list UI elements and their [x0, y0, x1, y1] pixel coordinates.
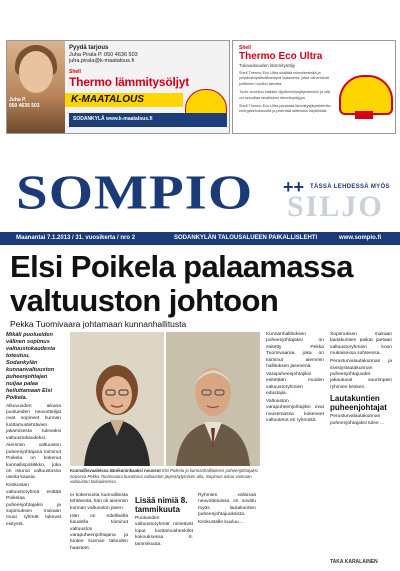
- ad-phone-note: Juha P. 050 4636 503: [9, 97, 40, 109]
- website-link[interactable]: www.sompio.fi: [339, 235, 382, 241]
- caption-text: Elsi Poikela ja kunnanhallituksen puheenjohtajaksi nouseva Pekka Tuomivaara kuvattuna valtuuston järjestäytymisen alla. Sopimus astuu voimaan valtuuston kokouksessa.: [70, 468, 258, 485]
- article-paragraph: Keskustalle kuuluu ...: [198, 520, 245, 526]
- photo-pekka-tuomivaara: [166, 332, 260, 466]
- ad-right-body: [239, 71, 335, 118]
- ad-contact-line: Juha Pirala P. 050 4636 503: [69, 51, 138, 58]
- masthead-supplement: SILJO: [287, 190, 384, 223]
- ad-right-paragraph: Tuote soveltuu kaikkiin öljylämmitysjärjestelmiin ja sitä voi sekoittaa tavalliseen lämmitysöljyyn.: [239, 90, 331, 100]
- portrait-man: [166, 332, 260, 466]
- portrait-woman: [70, 332, 164, 466]
- article-paragraph: Puolueiden valtuustoryhmät nimeävät loput luottamushenkilöt kokouksessa 8. tammikuuta.: [135, 516, 193, 547]
- ad-contact: [69, 45, 225, 65]
- ad-right-subtitle: Tulevaisuuden lämmitysöljy: [239, 63, 295, 68]
- article-column-6: [330, 332, 392, 428]
- ad-photo-face: [19, 51, 53, 93]
- section-heading: Lisää nimiä 8. tammikuuta: [135, 496, 188, 514]
- continues-label: TAKA KARALAINEN: [330, 559, 378, 565]
- article-paragraph: ei kokemusta kunnallisista tehtävistä, hän oli aiemmin kunnan valtuuston jäsen.: [70, 493, 128, 511]
- article-lead: Mikäli puolueiden välinen sopimus valtuustokaudesta toteutuu, Sodankylän kunnanvaltuuston puheenjohtajan nuijaa palaa heiluttamaan Elsi Poikela.: [6, 332, 56, 401]
- shell-pecten-stem: [355, 111, 373, 119]
- caption-bold: Kunnallisvaaleissa äänikuninkaaksi noussut: [70, 468, 161, 473]
- article-paragraph: Aiemmin valtuuston puheenjohtajana toiminut Poikela on kokenut kunnallispoliitikko, joka on istunut valtuustossa useita kausia.: [6, 443, 61, 481]
- article-paragraph: Ryhmien välisissä neuvotteluissa on sovittu myös lautakuntien puheenjohtajuuksista.: [198, 493, 256, 518]
- ad-brand: Shell: [69, 69, 81, 75]
- article-column-2: [70, 493, 128, 554]
- article-paragraph: Sopimuksen mukaan lautakuntien paikat jaetaan valtuustoryhmien koon mukaisessa suhteessa.: [330, 332, 392, 357]
- masthead-plus: ++: [283, 177, 305, 197]
- article-paragraph: Perusturvalautakunnan puheenjohtajaksi tulee ...: [330, 414, 385, 426]
- masthead-tagline: TÄSSÄ LEHDESSÄ MYÖS: [310, 184, 390, 190]
- article-paragraph: Keskustan valtuustoryhmä esittää Poikelaa puheenjohtajaksi ja sopimuksen mukaan muut ryhmät tukevat esitystä.: [6, 483, 61, 527]
- article-column-1: [6, 332, 61, 530]
- shell-pecten-icon: [339, 75, 393, 115]
- ad-contact-name: Pyydä tarjous: [69, 45, 109, 51]
- paper-region: SODANKYLÄN TALOUSALUEEN PAIKALLISLEHTI: [174, 235, 318, 241]
- article-column-4: [198, 493, 256, 528]
- ad-k-maatalous[interactable]: [6, 40, 230, 134]
- article-paragraph: Varapuheenjohtajiksi esitetään muiden valtuustoryhmien edustajia.: [266, 371, 324, 397]
- ad-footer: SODANKYLÄ www.k-maatalous.fi: [73, 116, 153, 122]
- ad-shell-thermo[interactable]: [232, 40, 396, 134]
- ad-right-title: Thermo Eco Ultra: [239, 51, 323, 62]
- article-paragraph: Perusturvalautakunnan ja sivistyslautakunnan puheenjohtajuudet jakautuvat suurimpien ryhmien kesken.: [330, 359, 392, 390]
- article-paragraph: Kunnanhallituksen puheenjohtajaksi on esitetty Pekka Tuomivaaraa, joka on toiminut aiemmin hallituksen jäsenenä.: [266, 332, 324, 370]
- photo-elsi-poikela: [70, 332, 164, 466]
- article-subhead: Pekka Tuomivaara johtamaan kunnanhallitusta: [10, 319, 187, 329]
- article-column-5: [266, 332, 324, 426]
- ad-product: Thermo lämmitysöljyt: [69, 75, 190, 89]
- ad-retailer: K-MAATALOUS: [71, 94, 144, 105]
- ad-right-brand: Shell: [239, 45, 251, 51]
- ad-right-paragraph: Shell Thermo Eco Ultra parantaa lämmitysjärjestelmän energiatehokkuutta ja pidentää laitteiston käyttöikää.: [239, 104, 331, 114]
- section-heading: Lautakuntien puheenjohtajat: [330, 394, 387, 413]
- article-paragraph: Valtuuston varapuheenjohtajiksi ovat nousemassa kokeneet valtuutetut eri ryhmistä.: [266, 399, 324, 424]
- article-headline: Elsi Poikela palaamassa valtuuston johtoon: [10, 249, 353, 318]
- article-column-3: [135, 493, 193, 550]
- ad-right-paragraph: Shell Thermo Eco Ultra sisältää mikrobiesteitä ja ympäristöystävällisempiä lisäaineita, jotka vähentävät polttimen huollon tarvetta.: [239, 71, 329, 86]
- article-paragraph: Alkuvuoden aikana puolueiden neuvottelijat ovat sopineet kunnan luottamustehtävien jakamisesta tulevaksi valtuustokaudeksi.: [6, 403, 61, 441]
- photo-caption: [70, 468, 260, 485]
- article-paragraph: Hän on edellisellä kaudella toiminut valtuuston varapuheenjohtajana ja tuntee kunnan talouden haasteet.: [70, 513, 128, 551]
- masthead-title: SOMPIO: [16, 165, 254, 220]
- ad-contact-email: juha.pirala@k-maatalous.fi: [69, 58, 135, 64]
- info-bar: [0, 232, 400, 245]
- issue-date: Maanantai 7.1.2013 / 31. vuosikerta / nro 2: [16, 235, 136, 241]
